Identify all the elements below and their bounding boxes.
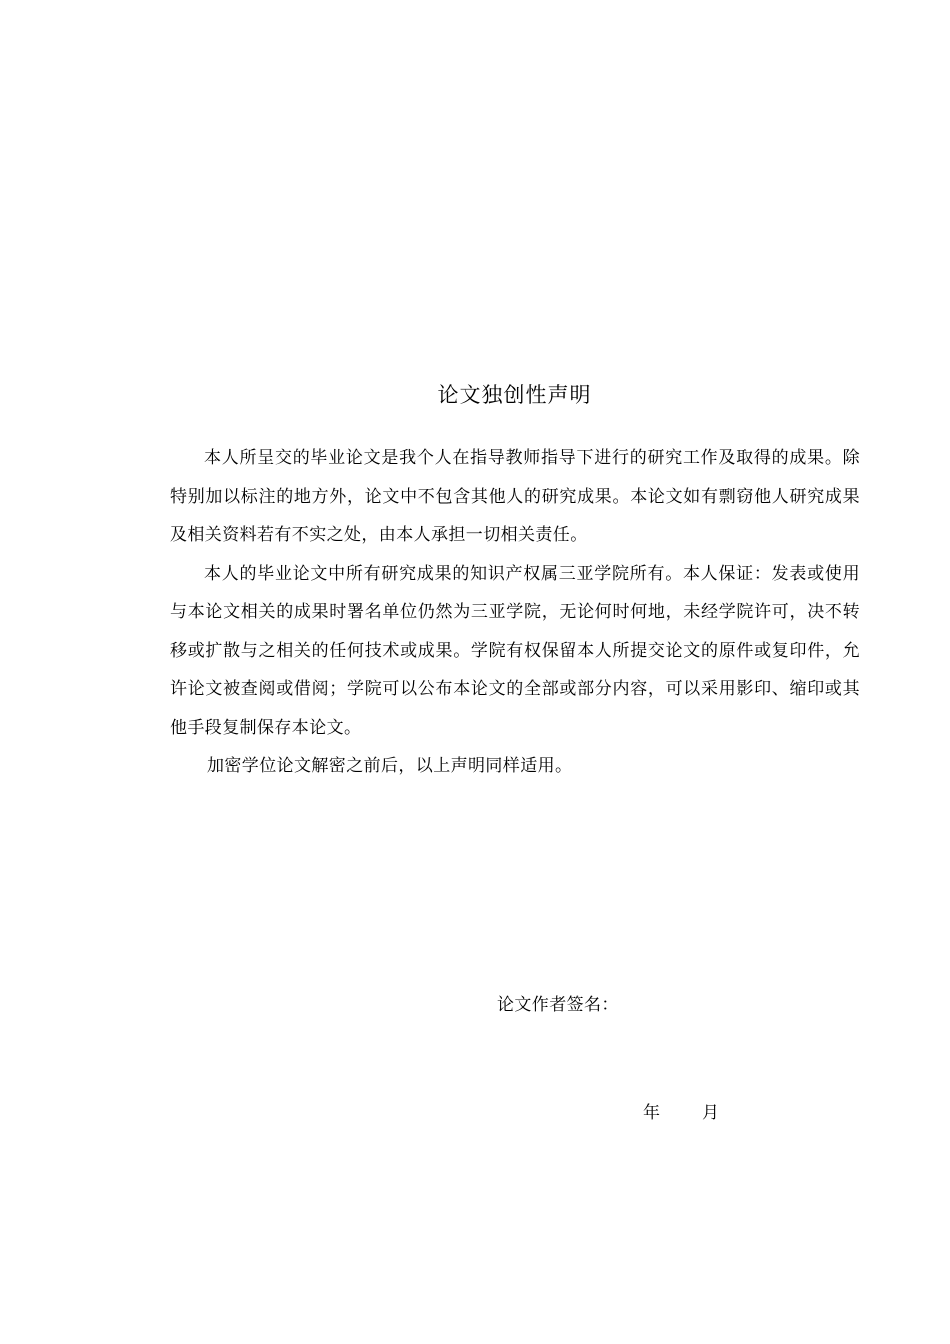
declaration-body: [170, 439, 860, 786]
date-month-label: 月: [702, 1103, 719, 1123]
author-signature-label: 论文作者签名：: [497, 995, 619, 1015]
declaration-paragraph-confidential: 加密学位论文解密之前后，以上声明同样适用。: [207, 756, 573, 776]
declaration-paragraph-ip-rights: 本人的毕业论文中所有研究成果的知识产权属三亚学院所有。本人保证：发表或使用与本论文相关的成果时署名单位仍然为三亚学院，无论何时何地，未经学院许可，决不转移或扩散与之相关的任何技术或成果。学院有权保留本人所提交论文的原件或复印件，允许论文被查阅或借阅；学院可以公布本论文的全部或部分内容，可以采用影印、缩印或其他手段复制保存本论文。: [170, 563, 860, 738]
signature-date: [643, 1098, 719, 1128]
declaration-paragraph-originality: 本人所呈交的毕业论文是我个人在指导教师指导下进行的研究工作及取得的成果。除特别加以标注的地方外，论文中不包含其他人的研究成果。本论文如有剽窃他人研究成果及相关资料若有不实之处，由本人承担一切相关责任。: [170, 448, 860, 545]
document-title: 论文独创性声明: [437, 383, 592, 407]
date-year-label: 年: [643, 1103, 660, 1123]
